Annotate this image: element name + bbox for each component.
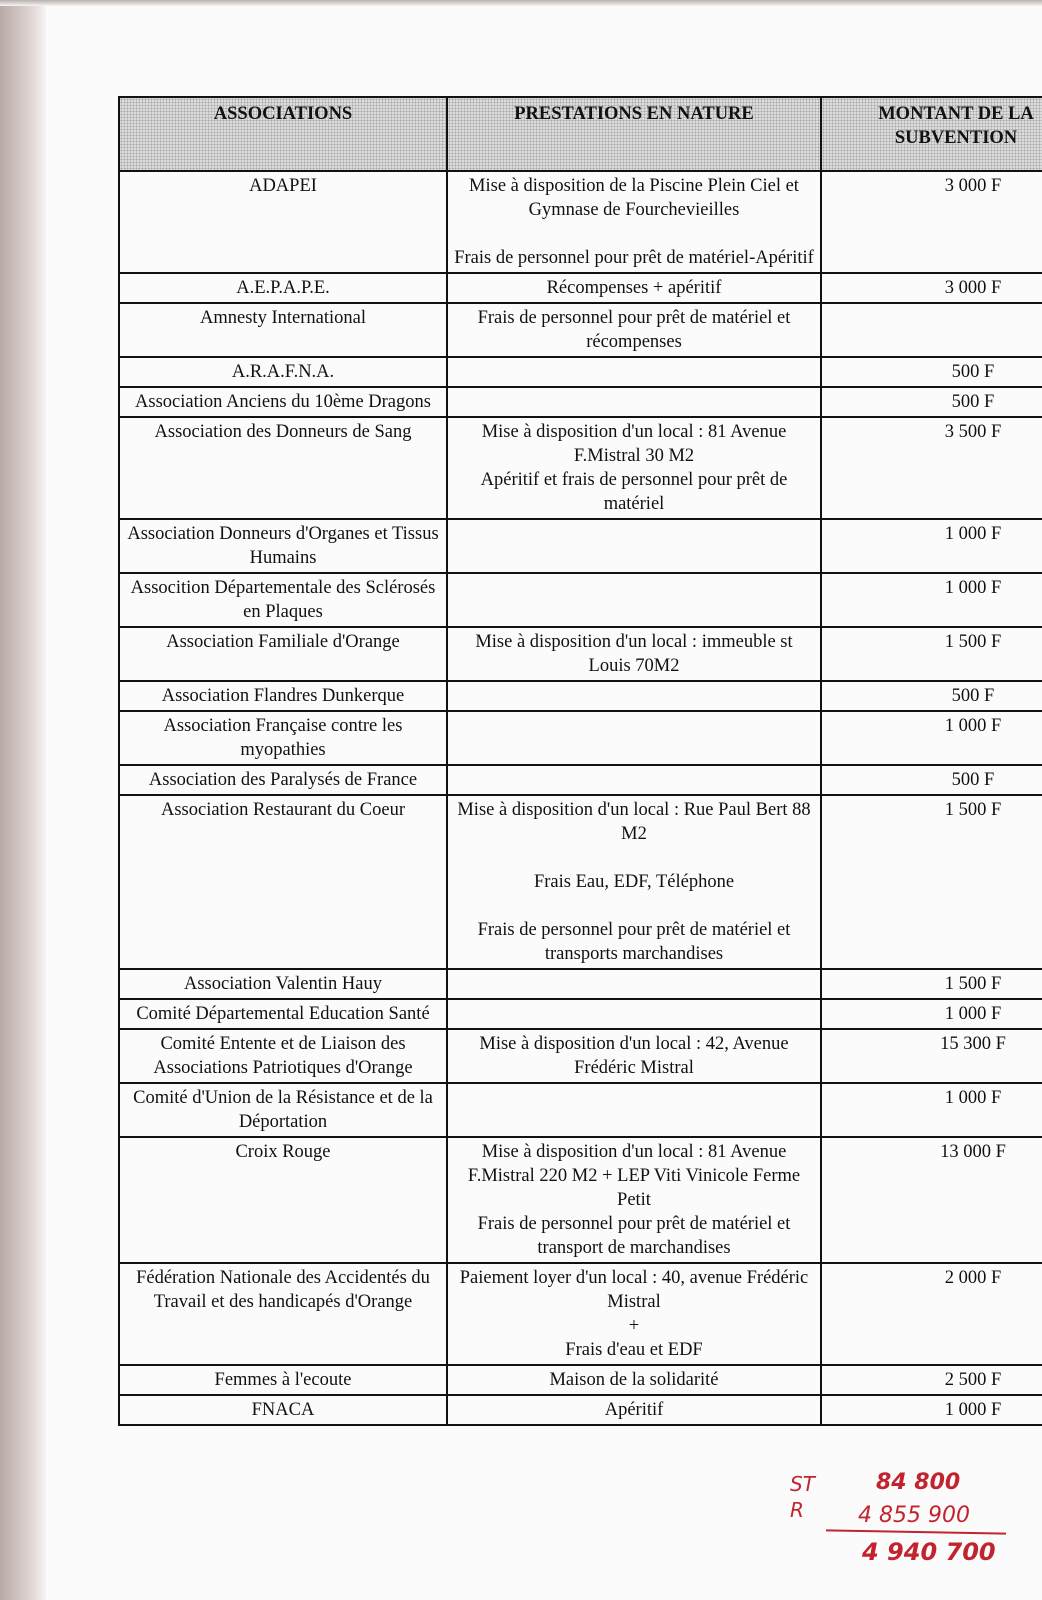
prestations-cell [447, 681, 821, 711]
table-row [119, 999, 1042, 1029]
table-row [119, 627, 1042, 681]
prestations-cell [447, 1395, 821, 1425]
prestation-line: Frais de personnel pour prêt de matériel et transport de marchandises [477, 1214, 791, 1258]
prestations-cell [447, 1029, 821, 1083]
association-name: Comité Départemental Education Santé [119, 999, 447, 1029]
header-row [119, 97, 1042, 171]
association-name: Association Valentin Hauy [119, 969, 447, 999]
prestation-line: Frais Eau, EDF, Téléphone [533, 872, 735, 892]
montant-value: 500 F [821, 765, 1042, 795]
association-name: Comité Entente et de Liaison des Associations Patriotiques d'Orange [119, 1029, 447, 1083]
prestation-line: Mise à disposition d'un local : 81 Avenue F.Mistral 220 M2 + LEP Viti Vinicole Ferme Petit [467, 1142, 801, 1210]
association-name: Fédération Nationale des Accidentés du Travail et des handicapés d'Orange [119, 1263, 447, 1365]
montant-value: 1 000 F [821, 711, 1042, 765]
prestation-line: Apéritif [604, 1400, 664, 1420]
prestations-cell [447, 303, 821, 357]
montant-value: 1 500 F [821, 795, 1042, 969]
header-montant: MONTANT DE LA SUBVENTION [821, 97, 1042, 171]
table-row [119, 1365, 1042, 1395]
association-name: A.E.P.A.P.E. [119, 273, 447, 303]
handwritten-value-1: 84 800 [876, 1470, 961, 1495]
association-name: Comité d'Union de la Résistance et de la Déportation [119, 1083, 447, 1137]
header-prestations: PRESTATIONS EN NATURE [447, 97, 821, 171]
prestations-cell [447, 573, 821, 627]
association-name: Association Flandres Dunkerque [119, 681, 447, 711]
montant-value: 500 F [821, 357, 1042, 387]
prestation-line: Mise à disposition d'un local : 42, Avenue Frédéric Mistral [479, 1034, 789, 1078]
table-row [119, 711, 1042, 765]
prestation-line: Frais d'eau et EDF [565, 1340, 703, 1360]
prestations-cell [447, 765, 821, 795]
association-name: Amnesty International [119, 303, 447, 357]
montant-value: 500 F [821, 387, 1042, 417]
association-name: A.R.A.F.N.A. [119, 357, 447, 387]
montant-value: 3 500 F [821, 417, 1042, 519]
prestations-cell [447, 273, 821, 303]
table-row [119, 969, 1042, 999]
montant-value: 1 000 F [821, 1083, 1042, 1137]
page-top-edge [0, 0, 1042, 6]
association-name: FNACA [119, 1395, 447, 1425]
association-name: Association Donneurs d'Organes et Tissus Humains [119, 519, 447, 573]
prestation-line: Frais de personnel pour prêt de matériel et transports marchandises [477, 920, 791, 964]
blank-line [454, 222, 814, 246]
prestation-line: Mise à disposition d'un local : immeuble st Louis 70M2 [475, 632, 793, 676]
prestations-cell [447, 357, 821, 387]
prestations-cell [447, 1263, 821, 1365]
table-row [119, 357, 1042, 387]
prestation-line: Maison de la solidarité [549, 1370, 719, 1390]
header-associations: ASSOCIATIONS [119, 97, 447, 171]
montant-value: 13 000 F [821, 1137, 1042, 1263]
prestation-line: Mise à disposition d'un local : Rue Paul Bert 88 M2 [457, 800, 811, 844]
table-row [119, 417, 1042, 519]
prestation-line: Frais de personnel pour prêt de matériel-Apéritif [454, 248, 814, 268]
association-name: Association Restaurant du Coeur [119, 795, 447, 969]
prestations-cell [447, 519, 821, 573]
page-shadow-edge [0, 0, 46, 1600]
prestations-cell [447, 795, 821, 969]
table-row [119, 681, 1042, 711]
prestations-cell [447, 1083, 821, 1137]
montant-value: 1 000 F [821, 1395, 1042, 1425]
prestations-cell [447, 1365, 821, 1395]
handwritten-total: 4 940 700 [862, 1538, 996, 1566]
table-row [119, 171, 1042, 273]
association-name: Assocition Départementale des Sclérosés en Plaques [119, 573, 447, 627]
handwritten-sum-line [826, 1529, 1006, 1534]
prestations-cell [447, 417, 821, 519]
table-row [119, 765, 1042, 795]
prestations-cell [447, 999, 821, 1029]
montant-value: 3 000 F [821, 273, 1042, 303]
association-name: Association Anciens du 10ème Dragons [119, 387, 447, 417]
table-row [119, 1029, 1042, 1083]
montant-value: 15 300 F [821, 1029, 1042, 1083]
prestations-cell [447, 171, 821, 273]
prestations-cell [447, 627, 821, 681]
blank-line [454, 846, 814, 870]
montant-value [821, 303, 1042, 357]
prestations-cell [447, 969, 821, 999]
montant-value: 2 500 F [821, 1365, 1042, 1395]
montant-value: 3 000 F [821, 171, 1042, 273]
prestation-line: Frais de personnel pour prêt de matériel et récompenses [477, 308, 791, 352]
montant-value: 1 000 F [821, 573, 1042, 627]
montant-value: 1 000 F [821, 999, 1042, 1029]
association-name: Association des Donneurs de Sang [119, 417, 447, 519]
association-name: Femmes à l'ecoute [119, 1365, 447, 1395]
prestations-cell [447, 711, 821, 765]
blank-line [454, 894, 814, 918]
table-row [119, 519, 1042, 573]
association-name: Croix Rouge [119, 1137, 447, 1263]
montant-value: 1 500 F [821, 627, 1042, 681]
montant-value: 500 F [821, 681, 1042, 711]
association-name: Association Familiale d'Orange [119, 627, 447, 681]
table-row [119, 1263, 1042, 1365]
montant-value: 2 000 F [821, 1263, 1042, 1365]
table-row [119, 1395, 1042, 1425]
handwritten-st-label: ST [790, 1472, 815, 1496]
association-name: Association des Paralysés de France [119, 765, 447, 795]
table-row [119, 573, 1042, 627]
handwritten-r-label: R [790, 1498, 804, 1522]
table-body [119, 171, 1042, 1425]
prestation-line: Paiement loyer d'un local : 40, avenue Frédéric Mistral [459, 1268, 809, 1312]
prestations-cell [447, 387, 821, 417]
prestation-line: Apéritif et frais de personnel pour prêt de matériel [480, 470, 788, 514]
table-row [119, 1137, 1042, 1263]
association-name: ADAPEI [119, 171, 447, 273]
prestation-line: + [628, 1316, 640, 1336]
prestations-cell [447, 1137, 821, 1263]
subsidies-table [118, 96, 1042, 1426]
table-row [119, 273, 1042, 303]
handwritten-value-2: 4 855 900 [858, 1503, 970, 1528]
table-row [119, 387, 1042, 417]
association-name: Association Française contre les myopathies [119, 711, 447, 765]
table-row [119, 795, 1042, 969]
prestation-line: Mise à disposition de la Piscine Plein Ciel et Gymnase de Fourchevieilles [469, 176, 799, 220]
table-row [119, 303, 1042, 357]
montant-value: 1 500 F [821, 969, 1042, 999]
prestation-line: Récompenses + apéritif [546, 278, 722, 298]
montant-value: 1 000 F [821, 519, 1042, 573]
table-row [119, 1083, 1042, 1137]
prestation-line: Mise à disposition d'un local : 81 Avenue F.Mistral 30 M2 [481, 422, 787, 466]
